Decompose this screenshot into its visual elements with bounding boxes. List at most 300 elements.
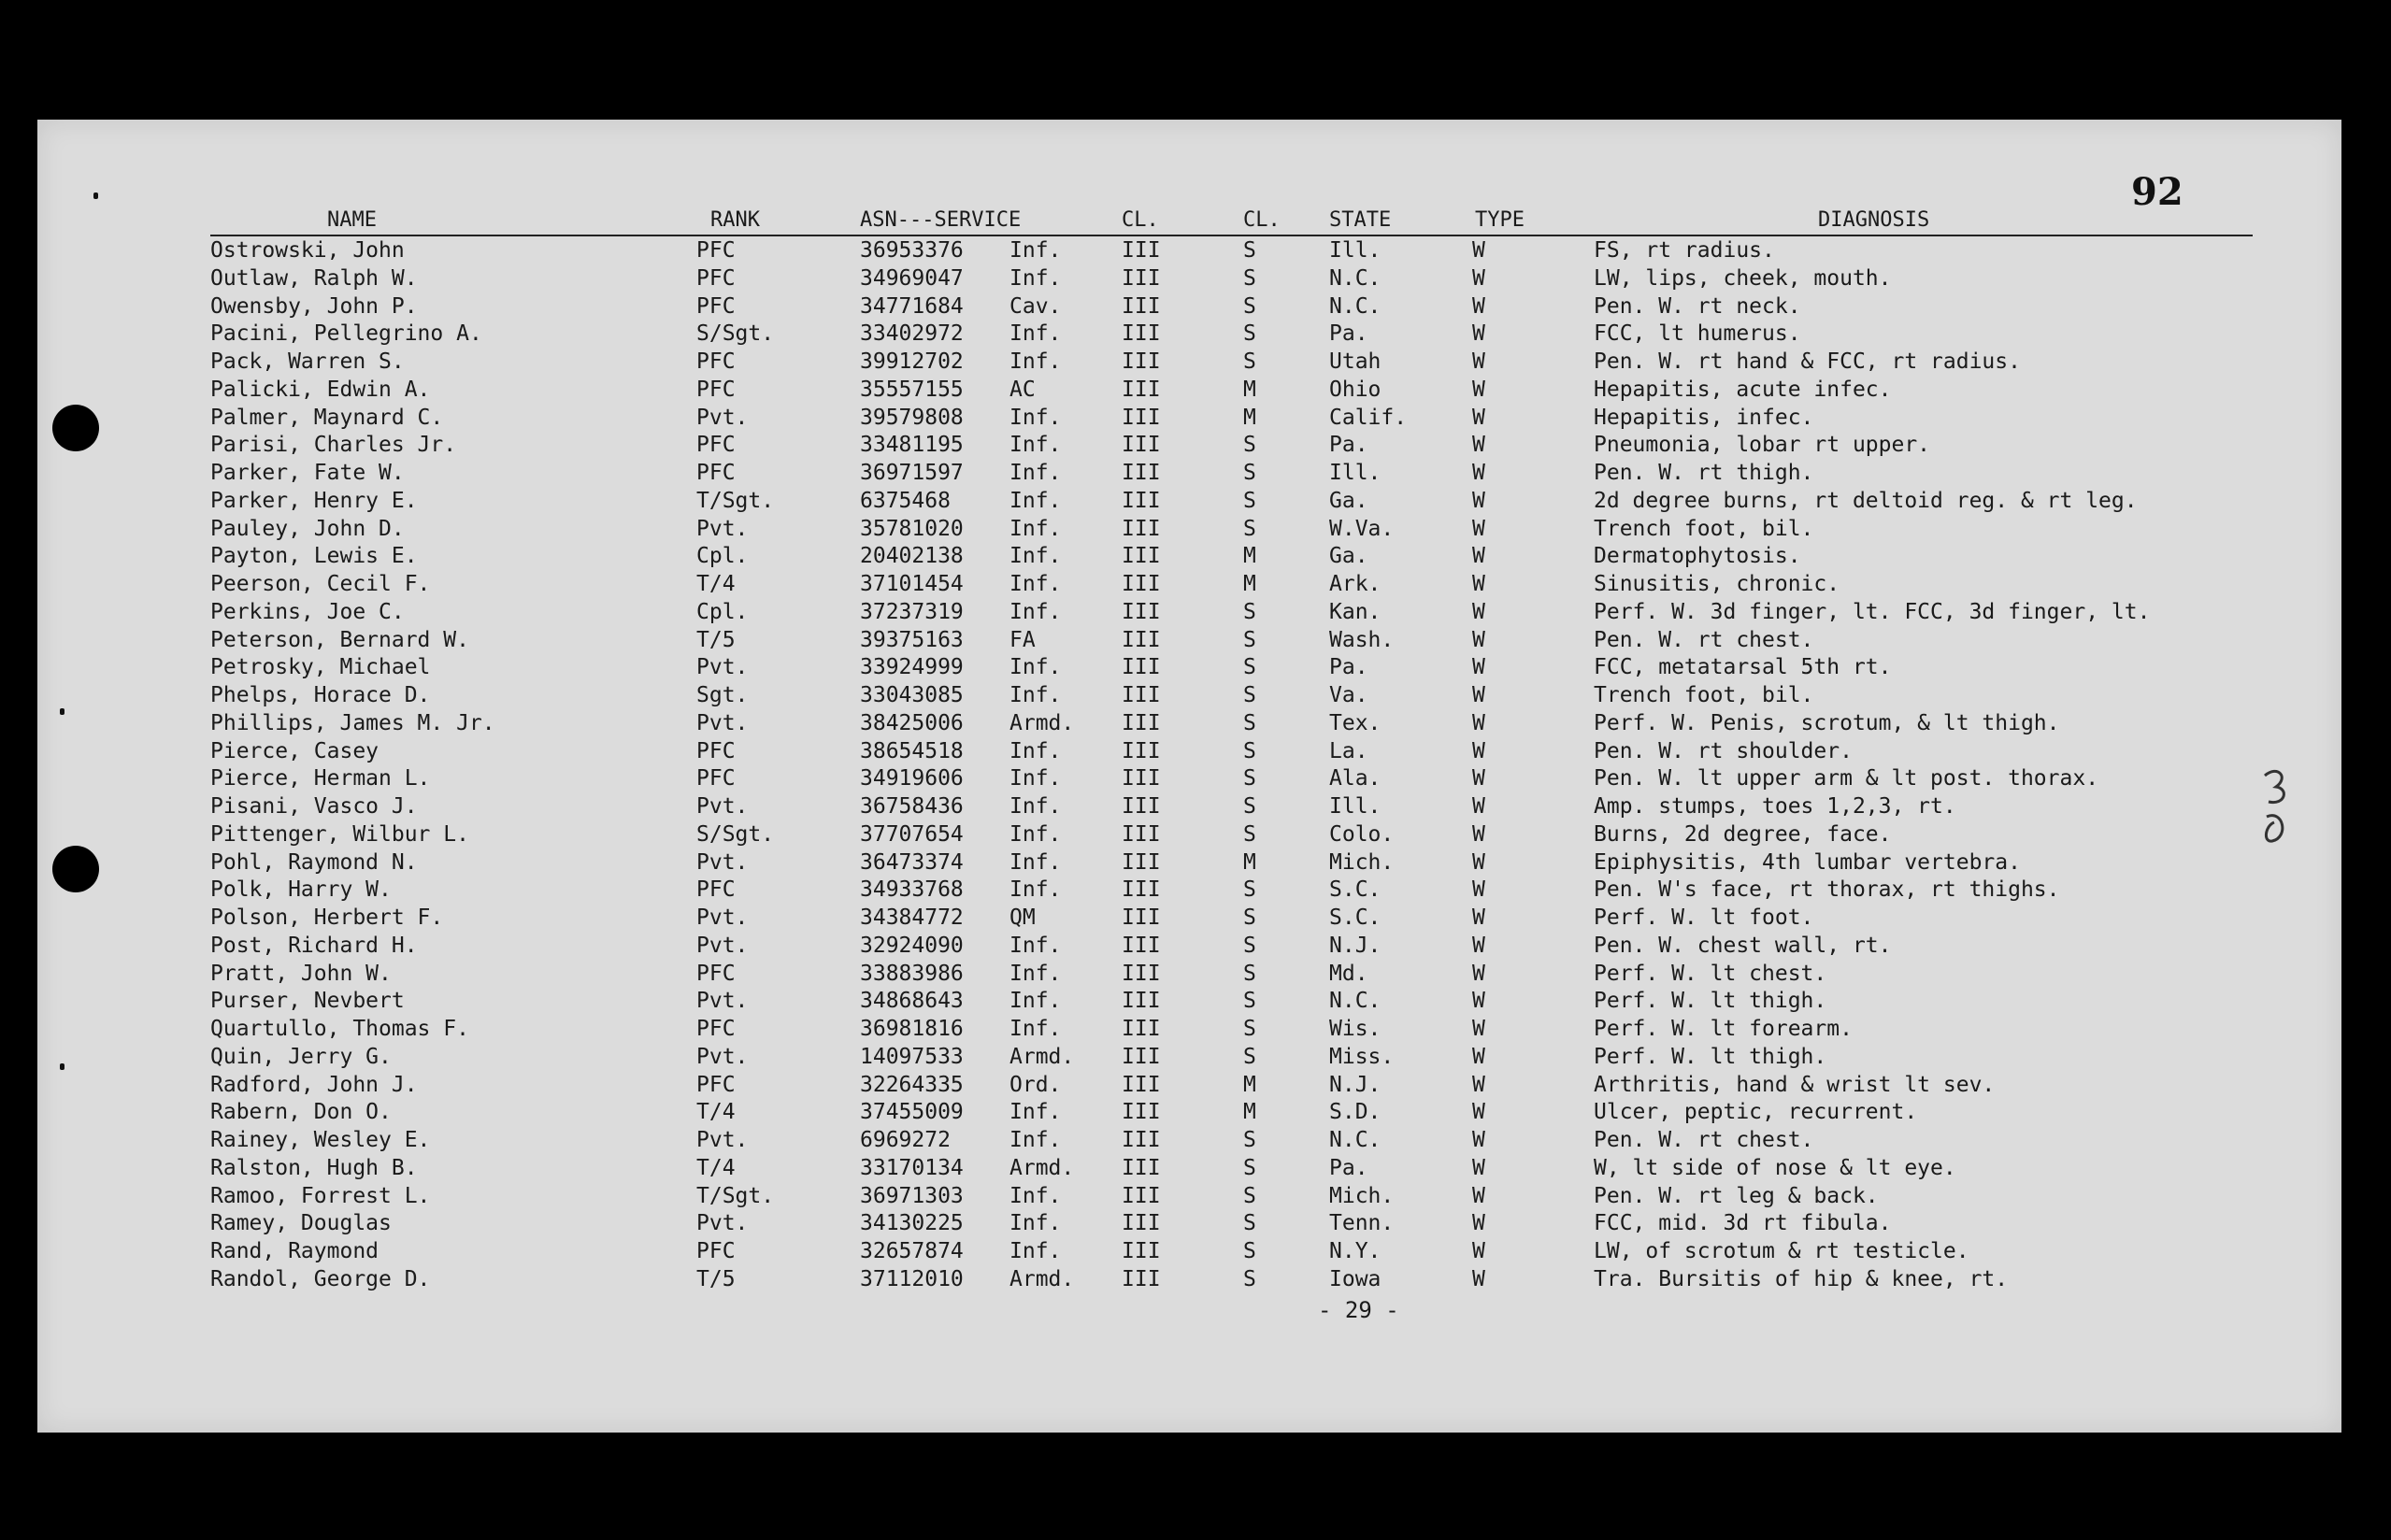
cell-rank: Pvt. bbox=[696, 710, 749, 735]
cell-class-2: S bbox=[1243, 1239, 1256, 1263]
cell-class-1: III bbox=[1122, 544, 1161, 569]
cell-diagnosis: Ulcer, peptic, recurrent. bbox=[1594, 1100, 1918, 1125]
cell-asn: 37237319 bbox=[860, 599, 964, 624]
punch-hole bbox=[52, 846, 99, 892]
table-row bbox=[37, 654, 2341, 682]
cell-type: W bbox=[1472, 794, 1485, 819]
cell-rank: PFC bbox=[696, 877, 736, 903]
cell-state: N.Y. bbox=[1329, 1239, 1382, 1263]
cell-service: Ord. bbox=[1009, 1072, 1062, 1097]
table-row bbox=[37, 599, 2341, 627]
cell-diagnosis: 2d degree burns, rt deltoid reg. & rt leg. bbox=[1594, 488, 2138, 513]
cell-diagnosis: Hepapitis, infec. bbox=[1594, 405, 1814, 430]
cell-asn: 32264335 bbox=[860, 1072, 964, 1097]
table-row bbox=[37, 1127, 2341, 1155]
cell-type: W bbox=[1472, 766, 1485, 791]
cell-name: Rabern, Don O. bbox=[210, 1100, 392, 1125]
cell-type: W bbox=[1472, 933, 1485, 958]
cell-name: Rand, Raymond bbox=[210, 1239, 379, 1263]
cell-state: Ala. bbox=[1329, 766, 1382, 791]
cell-name: Owensby, John P. bbox=[210, 293, 418, 319]
table-row bbox=[37, 1266, 2341, 1294]
cell-service: Inf. bbox=[1009, 572, 1062, 596]
cell-class-2: S bbox=[1243, 961, 1256, 986]
table-row bbox=[37, 988, 2341, 1016]
cell-state: Colo. bbox=[1329, 821, 1395, 847]
cell-state: Pa. bbox=[1329, 655, 1368, 680]
header-asn-service: ASN---SERVICE bbox=[860, 208, 1022, 232]
table-row bbox=[37, 571, 2341, 599]
cell-type: W bbox=[1472, 572, 1485, 596]
cell-class-1: III bbox=[1122, 1072, 1161, 1097]
cell-state: Va. bbox=[1329, 683, 1368, 707]
cell-service: Inf. bbox=[1009, 655, 1062, 680]
cell-type: W bbox=[1472, 1100, 1485, 1125]
cell-asn: 33481195 bbox=[860, 433, 964, 458]
cell-service: Inf. bbox=[1009, 349, 1062, 374]
table-row bbox=[37, 237, 2341, 265]
cell-type: W bbox=[1472, 1155, 1485, 1180]
table-row bbox=[37, 877, 2341, 905]
cell-type: W bbox=[1472, 516, 1485, 541]
cell-name: Outlaw, Ralph W. bbox=[210, 265, 418, 291]
header-type: TYPE bbox=[1475, 208, 1525, 232]
cell-type: W bbox=[1472, 1239, 1485, 1263]
cell-class-2: S bbox=[1243, 293, 1256, 319]
cell-service: Inf. bbox=[1009, 961, 1062, 986]
cell-asn: 35781020 bbox=[860, 516, 964, 541]
cell-state: N.C. bbox=[1329, 1128, 1382, 1152]
cell-state: Wash. bbox=[1329, 627, 1395, 652]
cell-class-1: III bbox=[1122, 683, 1161, 707]
cell-service: Armd. bbox=[1009, 1044, 1075, 1069]
cell-type: W bbox=[1472, 989, 1485, 1014]
cell-name: Polson, Herbert F. bbox=[210, 905, 444, 930]
cell-name: Peerson, Cecil F. bbox=[210, 572, 431, 596]
cell-asn: 34919606 bbox=[860, 766, 964, 791]
cell-name: Pauley, John D. bbox=[210, 516, 405, 541]
cell-class-2: S bbox=[1243, 265, 1256, 291]
cell-class-1: III bbox=[1122, 516, 1161, 541]
table-row bbox=[37, 765, 2341, 793]
table-row bbox=[37, 321, 2341, 349]
cell-class-2: S bbox=[1243, 349, 1256, 374]
cell-rank: T/5 bbox=[696, 627, 736, 652]
cell-rank: Pvt. bbox=[696, 989, 749, 1014]
cell-type: W bbox=[1472, 849, 1485, 875]
cell-diagnosis: Perf. W. 3d finger, lt. FCC, 3d finger, lt. bbox=[1594, 599, 2151, 624]
cell-name: Pack, Warren S. bbox=[210, 349, 405, 374]
cell-asn: 14097533 bbox=[860, 1044, 964, 1069]
footer-page-number: - 29 - bbox=[1318, 1297, 1399, 1323]
cell-class-2: S bbox=[1243, 1211, 1256, 1236]
cell-class-1: III bbox=[1122, 1017, 1161, 1041]
cell-class-2: S bbox=[1243, 1017, 1256, 1041]
cell-class-1: III bbox=[1122, 1155, 1161, 1180]
cell-diagnosis: Pen. W. rt hand & FCC, rt radius. bbox=[1594, 349, 2021, 374]
cell-rank: Pvt. bbox=[696, 516, 749, 541]
page-number: 92 bbox=[2131, 170, 2183, 214]
cell-rank: Cpl. bbox=[696, 544, 749, 569]
cell-service: Cav. bbox=[1009, 293, 1062, 319]
cell-class-2: S bbox=[1243, 1183, 1256, 1208]
cell-diagnosis: Sinusitis, chronic. bbox=[1594, 572, 1840, 596]
cell-service: Inf. bbox=[1009, 821, 1062, 847]
cell-diagnosis: Perf. W. lt chest. bbox=[1594, 961, 1827, 986]
cell-class-2: S bbox=[1243, 710, 1256, 735]
cell-type: W bbox=[1472, 321, 1485, 347]
cell-class-2: S bbox=[1243, 905, 1256, 930]
cell-rank: PFC bbox=[696, 377, 736, 402]
cell-service: Inf. bbox=[1009, 265, 1062, 291]
cell-rank: Pvt. bbox=[696, 405, 749, 430]
cell-rank: PFC bbox=[696, 461, 736, 485]
cell-name: Palicki, Edwin A. bbox=[210, 377, 431, 402]
cell-service: Inf. bbox=[1009, 238, 1062, 263]
cell-diagnosis: Pen. W. rt thigh. bbox=[1594, 461, 1814, 485]
cell-class-1: III bbox=[1122, 821, 1161, 847]
table-row bbox=[37, 1183, 2341, 1211]
cell-service: Inf. bbox=[1009, 516, 1062, 541]
cell-name: Perkins, Joe C. bbox=[210, 599, 405, 624]
cell-type: W bbox=[1472, 405, 1485, 430]
cell-rank: Pvt. bbox=[696, 1044, 749, 1069]
cell-class-2: S bbox=[1243, 794, 1256, 819]
cell-service: Inf. bbox=[1009, 1128, 1062, 1152]
cell-type: W bbox=[1472, 1128, 1485, 1152]
cell-class-2: S bbox=[1243, 655, 1256, 680]
cell-service: Armd. bbox=[1009, 1266, 1075, 1291]
cell-rank: T/Sgt. bbox=[696, 1183, 775, 1208]
cell-name: Pisani, Vasco J. bbox=[210, 794, 418, 819]
cell-class-1: III bbox=[1122, 1239, 1161, 1263]
cell-type: W bbox=[1472, 683, 1485, 707]
cell-rank: Pvt. bbox=[696, 905, 749, 930]
table-row bbox=[37, 293, 2341, 321]
cell-asn: 33402972 bbox=[860, 321, 964, 347]
cell-rank: Pvt. bbox=[696, 849, 749, 875]
cell-service: Inf. bbox=[1009, 849, 1062, 875]
cell-rank: T/Sgt. bbox=[696, 488, 775, 513]
cell-class-1: III bbox=[1122, 293, 1161, 319]
cell-class-1: III bbox=[1122, 766, 1161, 791]
cell-type: W bbox=[1472, 349, 1485, 374]
cell-asn: 33043085 bbox=[860, 683, 964, 707]
cell-class-1: III bbox=[1122, 905, 1161, 930]
table-row bbox=[37, 1016, 2341, 1044]
cell-type: W bbox=[1472, 433, 1485, 458]
cell-service: Inf. bbox=[1009, 738, 1062, 763]
cell-asn: 20402138 bbox=[860, 544, 964, 569]
cell-name: Petrosky, Michael bbox=[210, 655, 431, 680]
cell-type: W bbox=[1472, 710, 1485, 735]
cell-name: Pierce, Herman L. bbox=[210, 766, 431, 791]
table-row bbox=[37, 1210, 2341, 1238]
cell-class-1: III bbox=[1122, 877, 1161, 903]
cell-asn: 36473374 bbox=[860, 849, 964, 875]
cell-service: Inf. bbox=[1009, 1100, 1062, 1125]
cell-asn: 37112010 bbox=[860, 1266, 964, 1291]
table-row bbox=[37, 682, 2341, 710]
cell-class-1: III bbox=[1122, 738, 1161, 763]
cell-diagnosis: Dermatophytosis. bbox=[1594, 544, 1801, 569]
table-row bbox=[37, 1155, 2341, 1183]
table-row bbox=[37, 627, 2341, 655]
cell-state: Ohio bbox=[1329, 377, 1382, 402]
cell-rank: T/4 bbox=[696, 572, 736, 596]
table-row bbox=[37, 905, 2341, 933]
table-row bbox=[37, 543, 2341, 571]
cell-class-2: S bbox=[1243, 488, 1256, 513]
cell-name: Ramey, Douglas bbox=[210, 1211, 392, 1236]
cell-class-2: M bbox=[1243, 405, 1256, 430]
cell-diagnosis: Hepapitis, acute infec. bbox=[1594, 377, 1892, 402]
cell-state: N.J. bbox=[1329, 1072, 1382, 1097]
cell-service: Inf. bbox=[1009, 461, 1062, 485]
cell-service: Inf. bbox=[1009, 544, 1062, 569]
cell-asn: 39375163 bbox=[860, 627, 964, 652]
table-row bbox=[37, 933, 2341, 961]
cell-service: Inf. bbox=[1009, 877, 1062, 903]
cell-asn: 38654518 bbox=[860, 738, 964, 763]
cell-diagnosis: Perf. W. lt thigh. bbox=[1594, 1044, 1827, 1069]
cell-class-1: III bbox=[1122, 1211, 1161, 1236]
cell-service: Inf. bbox=[1009, 1211, 1062, 1236]
paper-speck bbox=[60, 1063, 64, 1070]
cell-asn: 35557155 bbox=[860, 377, 964, 402]
cell-asn: 38425006 bbox=[860, 710, 964, 735]
cell-rank: PFC bbox=[696, 766, 736, 791]
cell-asn: 39579808 bbox=[860, 405, 964, 430]
cell-asn: 33924999 bbox=[860, 655, 964, 680]
cell-rank: PFC bbox=[696, 349, 736, 374]
cell-class-2: S bbox=[1243, 1128, 1256, 1152]
cell-state: Miss. bbox=[1329, 1044, 1395, 1069]
cell-class-1: III bbox=[1122, 265, 1161, 291]
cell-class-2: S bbox=[1243, 738, 1256, 763]
cell-diagnosis: LW, lips, cheek, mouth. bbox=[1594, 265, 1892, 291]
cell-service: Inf. bbox=[1009, 1183, 1062, 1208]
cell-name: Pratt, John W. bbox=[210, 961, 392, 986]
cell-diagnosis: LW, of scrotum & rt testicle. bbox=[1594, 1239, 1969, 1263]
cell-rank: PFC bbox=[696, 265, 736, 291]
cell-state: S.D. bbox=[1329, 1100, 1382, 1125]
cell-name: Rainey, Wesley E. bbox=[210, 1128, 431, 1152]
cell-state: Calif. bbox=[1329, 405, 1408, 430]
table-row bbox=[37, 265, 2341, 293]
cell-type: W bbox=[1472, 738, 1485, 763]
header-rule bbox=[210, 235, 2253, 236]
table-row bbox=[37, 961, 2341, 989]
cell-diagnosis: Perf. W. lt forearm. bbox=[1594, 1017, 1853, 1041]
table-row bbox=[37, 821, 2341, 849]
cell-class-1: III bbox=[1122, 1044, 1161, 1069]
cell-class-1: III bbox=[1122, 321, 1161, 347]
cell-service: Inf. bbox=[1009, 933, 1062, 958]
cell-class-1: III bbox=[1122, 627, 1161, 652]
cell-asn: 34933768 bbox=[860, 877, 964, 903]
cell-name: Parker, Henry E. bbox=[210, 488, 418, 513]
cell-asn: 37707654 bbox=[860, 821, 964, 847]
table-row bbox=[37, 516, 2341, 544]
table-row bbox=[37, 488, 2341, 516]
cell-state: Ga. bbox=[1329, 488, 1368, 513]
cell-type: W bbox=[1472, 488, 1485, 513]
cell-rank: Pvt. bbox=[696, 933, 749, 958]
cell-class-2: S bbox=[1243, 877, 1256, 903]
cell-type: W bbox=[1472, 1044, 1485, 1069]
cell-service: Inf. bbox=[1009, 766, 1062, 791]
cell-state: W.Va. bbox=[1329, 516, 1395, 541]
document-sheet bbox=[37, 120, 2341, 1433]
cell-diagnosis: Pen. W. rt neck. bbox=[1594, 293, 1801, 319]
cell-class-1: III bbox=[1122, 794, 1161, 819]
cell-rank: PFC bbox=[696, 238, 736, 263]
cell-rank: Sgt. bbox=[696, 683, 749, 707]
cell-class-2: S bbox=[1243, 461, 1256, 485]
cell-rank: Cpl. bbox=[696, 599, 749, 624]
cell-rank: Pvt. bbox=[696, 1128, 749, 1152]
cell-diagnosis: Arthritis, hand & wrist lt sev. bbox=[1594, 1072, 1996, 1097]
cell-state: La. bbox=[1329, 738, 1368, 763]
cell-rank: Pvt. bbox=[696, 1211, 749, 1236]
cell-service: Inf. bbox=[1009, 321, 1062, 347]
cell-class-2: M bbox=[1243, 544, 1256, 569]
table-row bbox=[37, 738, 2341, 766]
cell-name: Pohl, Raymond N. bbox=[210, 849, 418, 875]
table-row bbox=[37, 460, 2341, 488]
cell-class-2: M bbox=[1243, 1100, 1256, 1125]
cell-type: W bbox=[1472, 961, 1485, 986]
table-row bbox=[37, 710, 2341, 738]
cell-rank: Pvt. bbox=[696, 655, 749, 680]
cell-diagnosis: FCC, metatarsal 5th rt. bbox=[1594, 655, 1892, 680]
cell-name: Parisi, Charles Jr. bbox=[210, 433, 457, 458]
cell-class-1: III bbox=[1122, 961, 1161, 986]
cell-diagnosis: Pen. W. rt chest. bbox=[1594, 627, 1814, 652]
cell-asn: 34771684 bbox=[860, 293, 964, 319]
cell-name: Ralston, Hugh B. bbox=[210, 1155, 418, 1180]
cell-class-1: III bbox=[1122, 1128, 1161, 1152]
cell-service: Inf. bbox=[1009, 683, 1062, 707]
cell-class-1: III bbox=[1122, 461, 1161, 485]
cell-name: Peterson, Bernard W. bbox=[210, 627, 469, 652]
patient-table bbox=[37, 237, 2341, 1294]
cell-state: Ill. bbox=[1329, 461, 1382, 485]
cell-asn: 34969047 bbox=[860, 265, 964, 291]
cell-class-2: S bbox=[1243, 1155, 1256, 1180]
cell-state: Ill. bbox=[1329, 238, 1382, 263]
cell-type: W bbox=[1472, 627, 1485, 652]
cell-service: Armd. bbox=[1009, 710, 1075, 735]
cell-type: W bbox=[1472, 461, 1485, 485]
cell-rank: PFC bbox=[696, 293, 736, 319]
cell-class-2: S bbox=[1243, 321, 1256, 347]
cell-asn: 32657874 bbox=[860, 1239, 964, 1263]
table-row bbox=[37, 405, 2341, 433]
cell-asn: 33883986 bbox=[860, 961, 964, 986]
table-row bbox=[37, 793, 2341, 821]
cell-diagnosis: W, lt side of nose & lt eye. bbox=[1594, 1155, 1956, 1180]
cell-name: Pittenger, Wilbur L. bbox=[210, 821, 469, 847]
cell-class-2: S bbox=[1243, 989, 1256, 1014]
cell-type: W bbox=[1472, 905, 1485, 930]
cell-rank: PFC bbox=[696, 433, 736, 458]
cell-class-2: S bbox=[1243, 433, 1256, 458]
cell-name: Post, Richard H. bbox=[210, 933, 418, 958]
cell-service: Inf. bbox=[1009, 599, 1062, 624]
cell-diagnosis: Amp. stumps, toes 1,2,3, rt. bbox=[1594, 794, 1956, 819]
cell-asn: 34868643 bbox=[860, 989, 964, 1014]
cell-diagnosis: Pen. W. rt chest. bbox=[1594, 1128, 1814, 1152]
cell-service: FA bbox=[1009, 627, 1036, 652]
cell-state: N.J. bbox=[1329, 933, 1382, 958]
cell-diagnosis: Pneumonia, lobar rt upper. bbox=[1594, 433, 1931, 458]
cell-asn: 36981816 bbox=[860, 1017, 964, 1041]
cell-diagnosis: Perf. W. lt thigh. bbox=[1594, 989, 1827, 1014]
cell-class-1: III bbox=[1122, 572, 1161, 596]
cell-state: Iowa bbox=[1329, 1266, 1382, 1291]
cell-service: Inf. bbox=[1009, 1239, 1062, 1263]
cell-diagnosis: Burns, 2d degree, face. bbox=[1594, 821, 1892, 847]
cell-state: Tenn. bbox=[1329, 1211, 1395, 1236]
header-class-1: CL. bbox=[1122, 208, 1159, 232]
cell-type: W bbox=[1472, 238, 1485, 263]
cell-service: AC bbox=[1009, 377, 1036, 402]
cell-type: W bbox=[1472, 599, 1485, 624]
cell-state: Mich. bbox=[1329, 849, 1395, 875]
cell-name: Quartullo, Thomas F. bbox=[210, 1017, 469, 1041]
cell-rank: PFC bbox=[696, 738, 736, 763]
cell-service: Inf. bbox=[1009, 989, 1062, 1014]
cell-class-2: S bbox=[1243, 516, 1256, 541]
table-header bbox=[37, 208, 2341, 236]
cell-state: N.C. bbox=[1329, 265, 1382, 291]
cell-asn: 6375468 bbox=[860, 488, 951, 513]
cell-asn: 6969272 bbox=[860, 1128, 951, 1152]
cell-name: Randol, George D. bbox=[210, 1266, 431, 1291]
cell-class-1: III bbox=[1122, 933, 1161, 958]
cell-diagnosis: Trench foot, bil. bbox=[1594, 683, 1814, 707]
cell-type: W bbox=[1472, 1211, 1485, 1236]
cell-class-1: III bbox=[1122, 405, 1161, 430]
cell-class-2: S bbox=[1243, 599, 1256, 624]
margin-pencil-mark bbox=[2257, 764, 2295, 848]
cell-service: Inf. bbox=[1009, 405, 1062, 430]
cell-rank: PFC bbox=[696, 1072, 736, 1097]
cell-class-1: III bbox=[1122, 989, 1161, 1014]
cell-state: Utah bbox=[1329, 349, 1382, 374]
header-state: STATE bbox=[1329, 208, 1392, 232]
cell-service: QM bbox=[1009, 905, 1036, 930]
cell-type: W bbox=[1472, 293, 1485, 319]
cell-asn: 36971303 bbox=[860, 1183, 964, 1208]
cell-rank: PFC bbox=[696, 961, 736, 986]
cell-class-1: III bbox=[1122, 377, 1161, 402]
cell-class-2: S bbox=[1243, 821, 1256, 847]
cell-type: W bbox=[1472, 821, 1485, 847]
cell-rank: S/Sgt. bbox=[696, 321, 775, 347]
cell-type: W bbox=[1472, 655, 1485, 680]
cell-class-2: S bbox=[1243, 1266, 1256, 1291]
cell-state: S.C. bbox=[1329, 877, 1382, 903]
cell-rank: PFC bbox=[696, 1239, 736, 1263]
table-row bbox=[37, 1044, 2341, 1072]
cell-name: Radford, John J. bbox=[210, 1072, 418, 1097]
cell-class-1: III bbox=[1122, 655, 1161, 680]
cell-asn: 36953376 bbox=[860, 238, 964, 263]
cell-type: W bbox=[1472, 544, 1485, 569]
